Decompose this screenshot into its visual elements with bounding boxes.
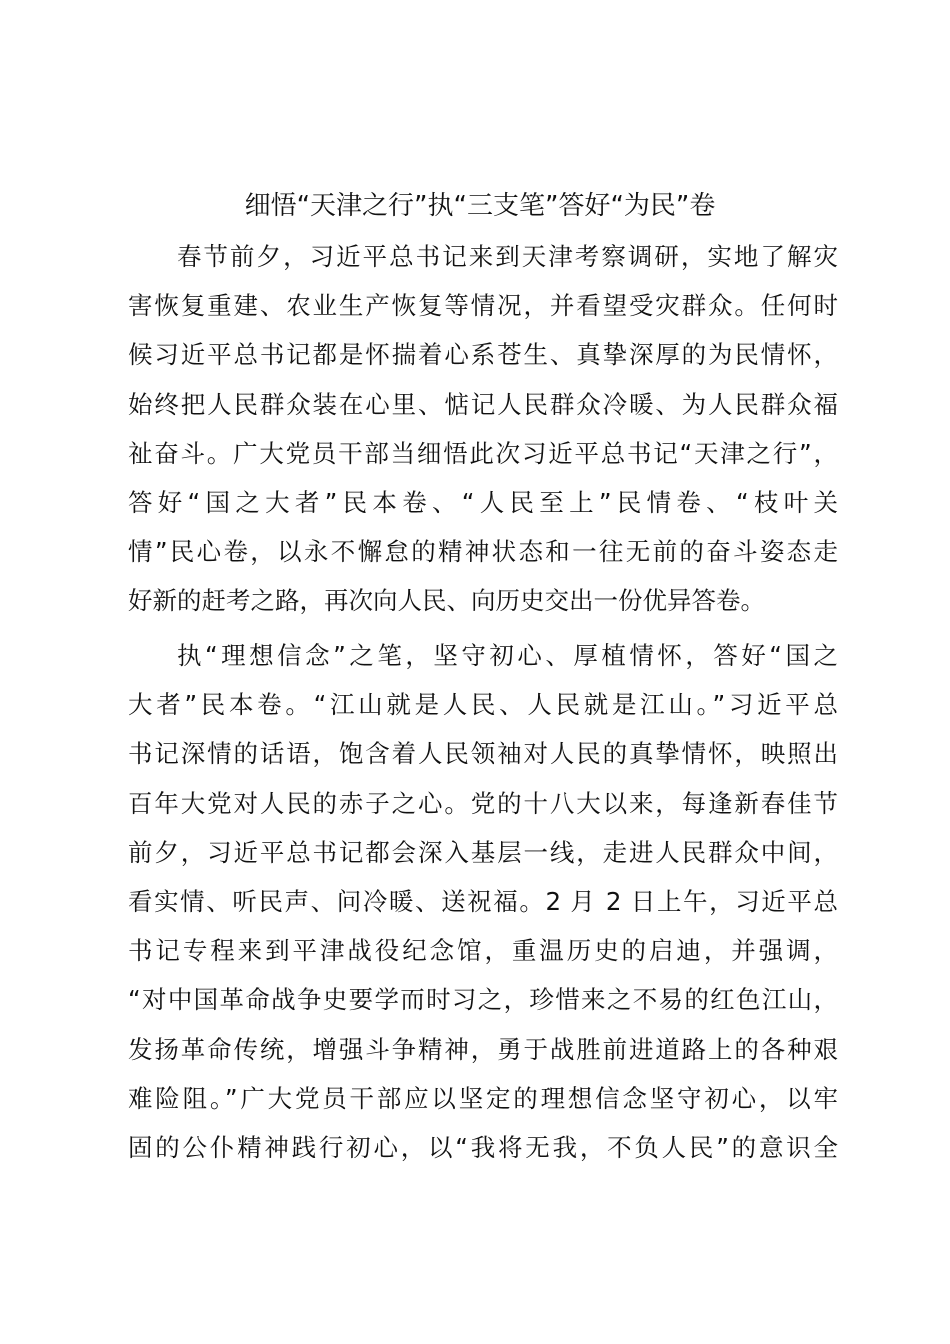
paragraph-line: 前夕，习近平总书记都会深入基层一线，走进人民群众中间， (128, 837, 838, 867)
paragraph-line: 难险阻。”广大党员干部应以坚定的理想信念坚守初心，以牢 (128, 1083, 838, 1113)
paragraph-line: 祉奋斗。广大党员干部当细悟此次习近平总书记“天津之行”， (128, 438, 838, 468)
paragraph-line: 执“理想信念”之笔，坚守初心、厚植情怀，答好“国之 (177, 641, 838, 670)
paragraph-line: 答好“国之大者”民本卷、“人民至上”民情卷、“枝叶关 (128, 488, 838, 518)
paragraph-line: 固的公仆精神践行初心，以“我将无我，不负人民”的意识全 (128, 1133, 838, 1163)
paragraph-line: 书记深情的话语，饱含着人民领袖对人民的真挚情怀，映照出 (128, 739, 838, 769)
paragraph-line: “对中国革命战争史要学而时习之，珍惜来之不易的红色江山， (128, 985, 838, 1015)
paragraph-line: 情”民心卷，以永不懈怠的精神状态和一往无前的奋斗姿态走 (128, 537, 838, 567)
paragraph-2 (128, 631, 838, 1172)
paragraph-line: 百年大党对人民的赤子之心。党的十八大以来，每逢新春佳节 (128, 788, 838, 818)
paragraph-line: 害恢复重建、农业生产恢复等情况，并看望受灾群众。任何时 (128, 291, 838, 321)
paragraph-line: 始终把人民群众装在心里、惦记人民群众冷暖、为人民群众福 (128, 389, 838, 419)
paragraph-line: 发扬革命传统，增强斗争精神，勇于战胜前进道路上的各种艰 (128, 1034, 838, 1064)
paragraph-line: 候习近平总书记都是怀揣着心系苍生、真挚深厚的为民情怀， (128, 340, 838, 370)
paragraph-1 (128, 232, 838, 626)
paragraph-line: 春节前夕，习近平总书记来到天津考察调研，实地了解灾 (177, 242, 838, 271)
paragraph-line: 大者”民本卷。“江山就是人民、人民就是江山。”习近平总 (128, 690, 838, 720)
paragraph-line: 书记专程来到平津战役纪念馆，重温历史的启迪，并强调， (128, 936, 838, 966)
document-title: 细悟“天津之行”执“三支笔”答好“为民”卷 (244, 191, 716, 221)
paragraph-line: 看实情、听民声、问冷暖、送祝福。2 月 2 日上午，习近平总 (128, 887, 838, 917)
paragraph-line: 好新的赶考之路，再次向人民、向历史交出一份优异答卷。 (128, 586, 765, 616)
